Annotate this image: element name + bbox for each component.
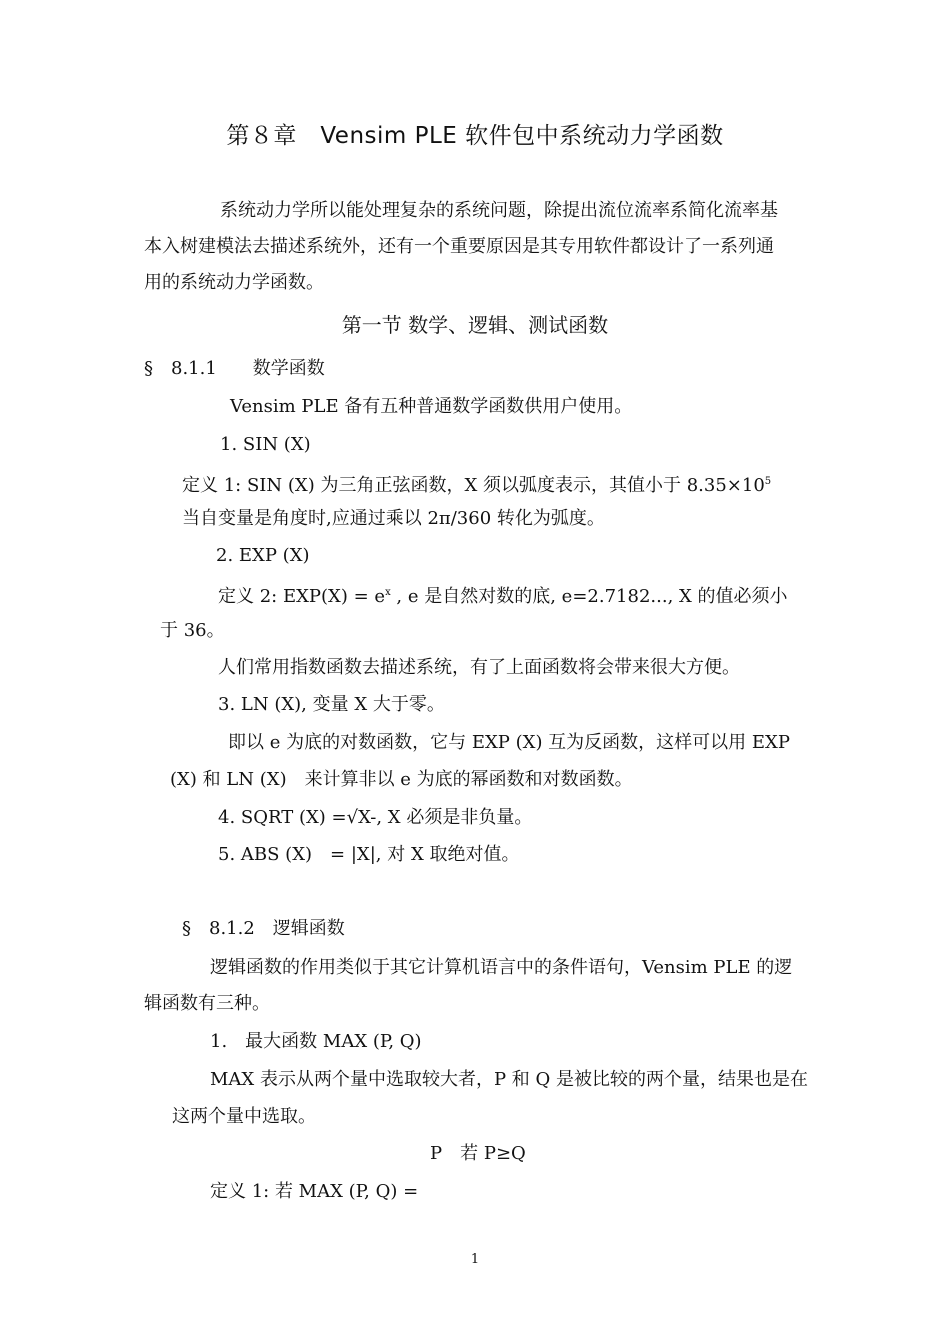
item-abs: 5. ABS (X) = |X|, 对 X 取绝对值。	[218, 844, 520, 865]
ln-desc-line-1: 即以 e 为底的对数函数，它与 EXP (X) 互为反函数，这样可以用 EXP	[228, 732, 790, 753]
heading-8-1-2: § 8.1.2 逻辑函数	[182, 918, 345, 939]
logic-lead-line-2: 辑函数有三种。	[144, 993, 270, 1014]
def-exp-rest: , e 是自然对数的底, e=2.7182..., X 的值必须小	[390, 586, 788, 607]
def-exp-line-2: 于 36。	[160, 620, 225, 641]
logic-lead-line-1: 逻辑函数的作用类似于其它计算机语言中的条件语句，Vensim PLE 的逻	[210, 957, 793, 978]
item-ln: 3. LN (X), 变量 X 大于零。	[218, 694, 445, 715]
item-max: 1. 最大函数 MAX (P, Q)	[210, 1031, 422, 1052]
page-number: 1	[470, 1252, 480, 1267]
max-desc-line-1: MAX 表示从两个量中选取较大者，P 和 Q 是被比较的两个量，结果也是在	[210, 1069, 808, 1090]
intro-line-3: 用的系统动力学函数。	[144, 272, 324, 293]
def-sin-line-1	[182, 471, 771, 497]
item-exp: 2. EXP (X)	[216, 545, 310, 566]
item-sqrt: 4. SQRT (X) =√X-, X 必须是非负量。	[218, 807, 533, 828]
intro-line-2: 本入树建模法去描述系统外，还有一个重要原因是其专用软件都设计了一系列通	[144, 236, 774, 257]
max-desc-line-2: 这两个量中选取。	[172, 1106, 316, 1127]
intro-line-1: 系统动力学所以能处理复杂的系统问题，除提出流位流率系简化流率基	[220, 200, 778, 221]
max-case-1: P 若 P≥Q	[430, 1143, 526, 1164]
page-title: 第８章 Vensim PLE 软件包中系统动力学函数	[226, 123, 724, 149]
def-exp-text: 定义 2: EXP(X) = e	[218, 586, 386, 607]
math-lead: Vensim PLE 备有五种普通数学函数供用户使用。	[230, 396, 633, 417]
def-exp-line-1	[218, 582, 788, 608]
ln-desc-line-2: (X) 和 LN (X) 来计算非以 e 为底的幂函数和对数函数。	[170, 769, 633, 790]
section-title: 第一节 数学、逻辑、测试函数	[341, 313, 609, 337]
def-sin-exponent: 5	[764, 476, 772, 487]
def-max: 定义 1: 若 MAX (P, Q) =	[210, 1181, 419, 1202]
heading-8-1-1: § 8.1.1 数学函数	[144, 358, 325, 379]
item-sin: 1. SIN (X)	[220, 434, 311, 455]
exp-note: 人们常用指数函数去描述系统，有了上面函数将会带来很大方便。	[218, 657, 740, 678]
def-sin-text: 定义 1: SIN (X) 为三角正弦函数，X 须以弧度表示，其值小于 8.35×10	[182, 475, 765, 496]
def-sin-line-2: 当自变量是角度时,应通过乘以 2π/360 转化为弧度。	[182, 508, 605, 529]
def-exp-exponent: x	[385, 587, 391, 598]
